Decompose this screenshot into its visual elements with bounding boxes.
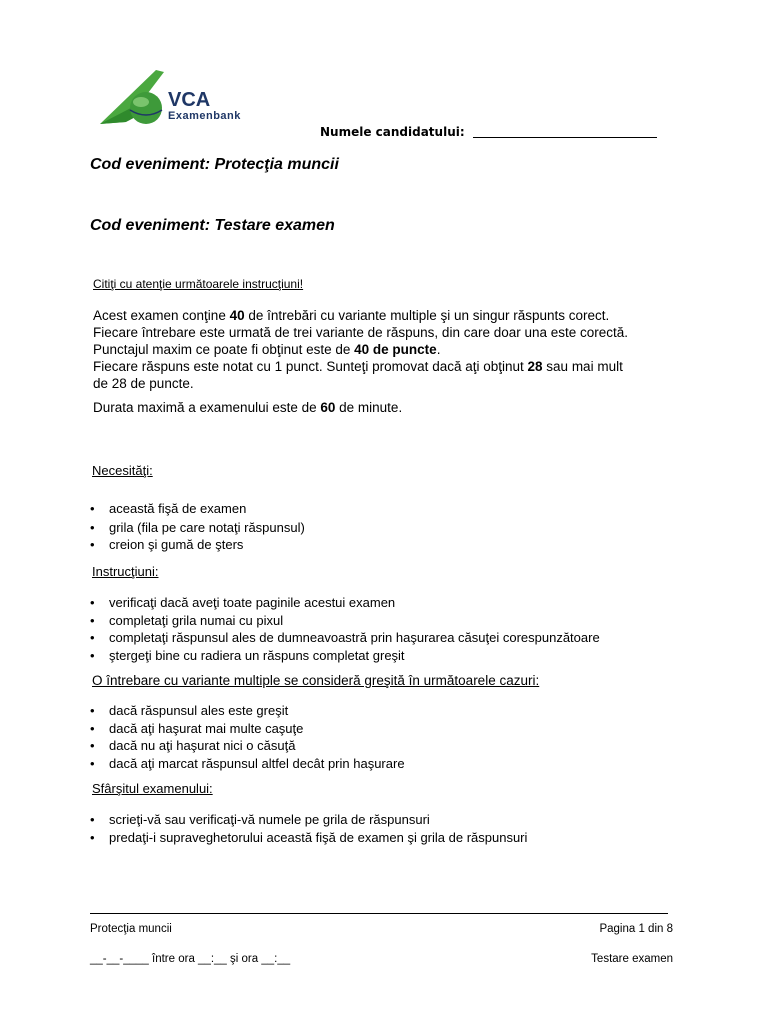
paragraph-line-4: Fiecare răspuns este notat cu 1 punct. Sunteţi promovat dacă aţi obţinut 28 sau mai mult: [93, 359, 623, 374]
list-item: • dacă aţi haşurat mai multe caşuţe: [90, 720, 405, 738]
candidate-name-field: [320, 125, 657, 139]
list-item: • grila (fila pe care notaţi răspunsul): [90, 519, 305, 537]
list-item: • creion şi gumă de şters: [90, 536, 305, 554]
section-title-wrong-answer-cases: O întrebare cu variante multiple se consideră greşită în următoarele cazuri:: [92, 673, 540, 688]
list-item: • dacă aţi marcat răspunsul altfel decât prin haşurare: [90, 755, 405, 773]
event-code-2: Cod eveniment: Testare examen: [90, 217, 335, 234]
logo-text-examenbank: Examenbank: [168, 110, 241, 122]
instructions-intro-title: Citiţi cu atenţie următoarele instrucţiuni!: [93, 277, 304, 291]
section-title-instructions: Instrucţiuni:: [92, 564, 159, 579]
section-title-requirements: Necesităţi:: [92, 463, 153, 478]
list-item: • această fişă de examen: [90, 500, 305, 518]
list-item: • ştergeţi bine cu radiera un răspuns completat greşit: [90, 647, 600, 665]
footer-date-time: __-__-____ între ora __:__ şi ora __:__: [90, 953, 291, 965]
list-item: • scrieţi-vă sau verificaţi-vă numele pe grila de răspunsuri: [90, 811, 527, 829]
paragraph-line-6: Durata maximă a examenului este de 60 de minute.: [93, 400, 403, 415]
vca-logo-graphic: [96, 66, 296, 130]
candidate-name-line: [473, 125, 657, 138]
footer-subject: Protecţia muncii: [90, 923, 172, 935]
event-code-1: Cod eveniment: Protecţia muncii: [90, 156, 339, 173]
list-item: • verificaţi dacă aveţi toate paginile acestui examen: [90, 594, 600, 612]
paragraph-line-1: Acest examen conţine 40 de întrebări cu variante multiple şi un singur răspunts corect.: [93, 308, 610, 323]
footer-event: Testare examen: [591, 953, 673, 965]
candidate-name-label: Numele candidatului:: [320, 125, 465, 139]
requirements-list: [90, 500, 305, 554]
list-item: • dacă răspunsul ales este greşit: [90, 702, 405, 720]
footer-divider: [90, 913, 668, 914]
paragraph-line-3: Punctajul maxim ce poate fi obţinut este de 40 de puncte.: [93, 342, 441, 357]
wrong-answer-cases-list: [90, 702, 405, 772]
list-item: • predaţi-i supraveghetorului această fişă de examen şi grila de răspunsuri: [90, 829, 527, 847]
list-item: • completaţi grila numai cu pixul: [90, 612, 600, 630]
exam-end-list: [90, 811, 527, 846]
instructions-list: [90, 594, 600, 664]
paragraph-line-5: de 28 de puncte.: [93, 376, 194, 391]
section-title-exam-end: Sfârşitul examenului:: [92, 781, 213, 796]
list-item: • completaţi răspunsul ales de dumneavoastră prin haşurarea căsuţei corespunzătoare: [90, 629, 600, 647]
footer-page-number: Pagina 1 din 8: [599, 923, 673, 935]
paragraph-line-2: Fiecare întrebare este urmată de trei variante de răspuns, din care doar una este corectă.: [93, 325, 629, 340]
logo-text-vca: VCA: [168, 89, 211, 111]
list-item: • dacă nu aţi haşurat nici o căsuţă: [90, 737, 405, 755]
vca-logo: [96, 66, 296, 130]
